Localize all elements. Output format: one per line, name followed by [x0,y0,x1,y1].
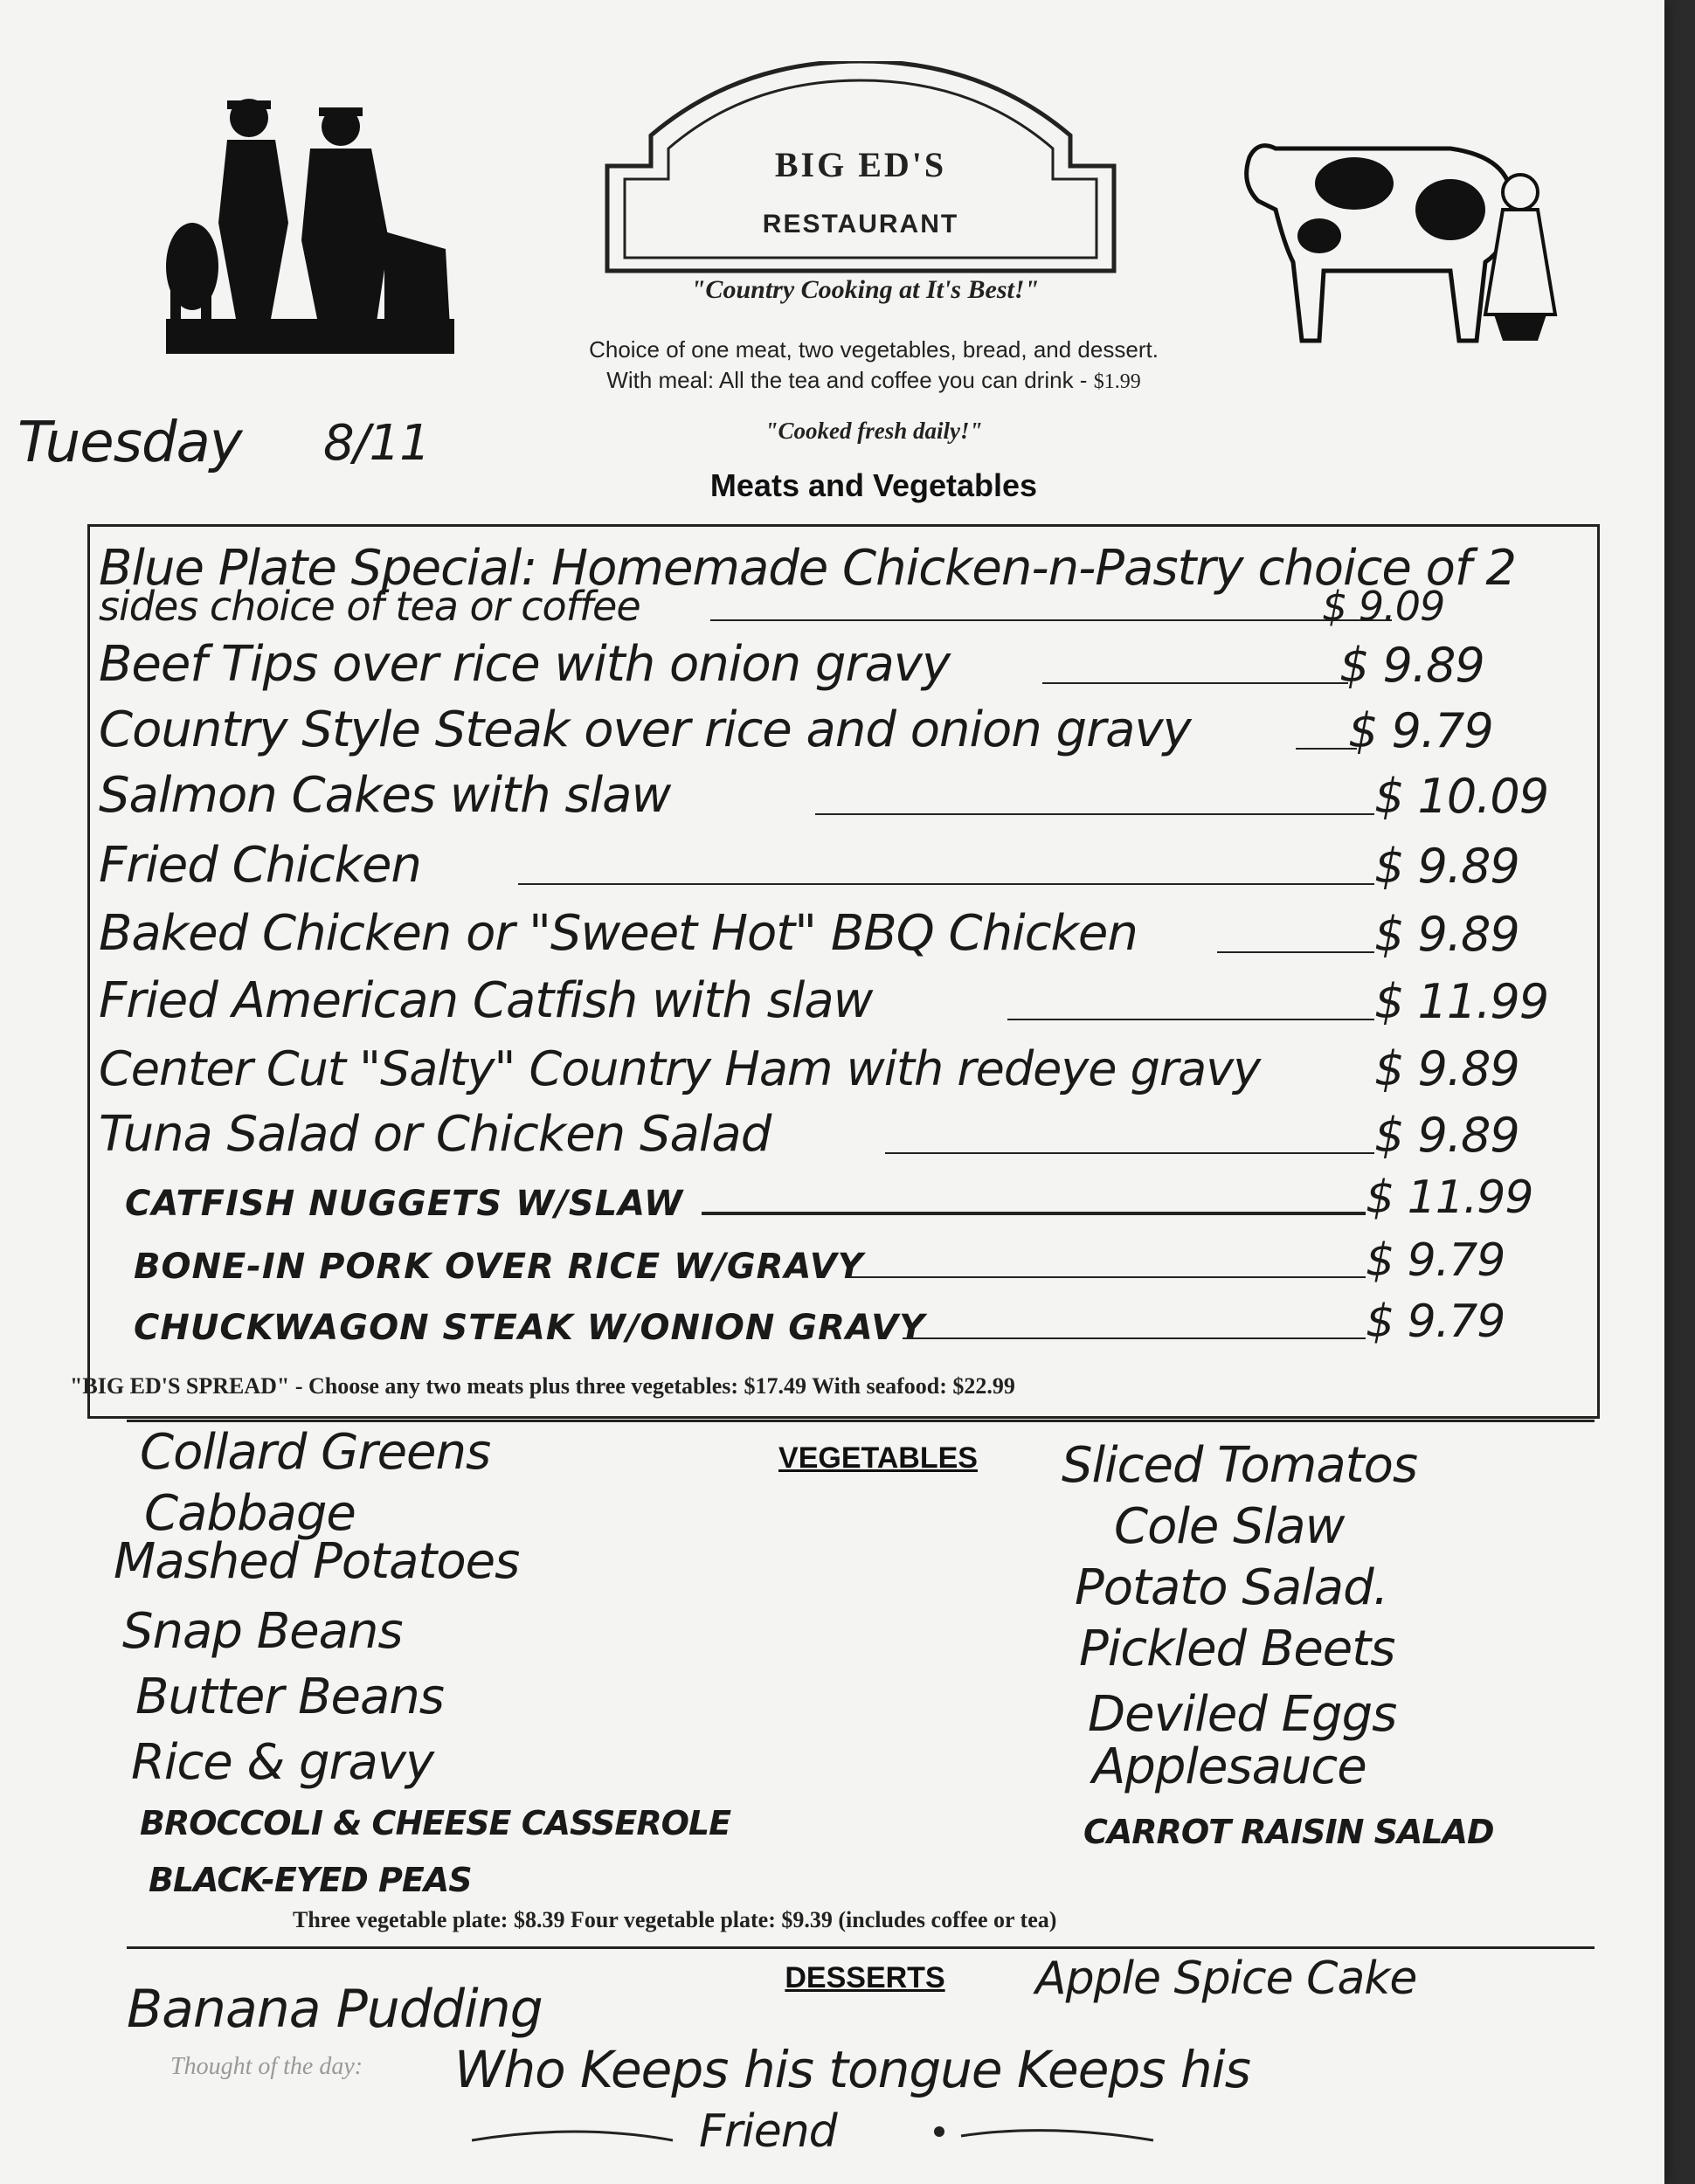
menu-date: 8/11 [323,415,430,472]
price-leader [1217,951,1374,953]
meat-name: Beef Tips over rice with onion gravy [99,636,951,693]
meat-name: Country Style Steak over rice and onion gravy [99,702,1191,758]
vegetable-item: Sliced Tomatos [1062,1437,1418,1494]
vegetable-item: Snap Beans [122,1603,403,1660]
logo-name: BIG ED'S [774,145,947,184]
vegetable-item: BROCCOLI & CHEESE CASSEROLE [140,1804,731,1842]
meat-item [99,697,1584,758]
price-leader [1042,682,1348,684]
logo-subtitle: RESTAURANT [762,210,959,238]
meat-item [99,968,1584,1029]
price-leader [1007,1019,1374,1020]
farmers-silhouette-icon [166,92,454,354]
vegetable-item: CARROT RAISIN SALAD [1083,1813,1494,1851]
vegetable-item: Collard Greens [140,1424,491,1481]
meal-info-text: With meal: All the tea and coffee you can drink - [606,367,1088,393]
thought-line-2: Friend [699,2105,837,2158]
meat-price: $ 11.99 [1366,1171,1533,1224]
meat-item [134,1226,1619,1287]
section-title: Meats and Vegetables [709,467,1038,503]
meat-name: CHUCKWAGON STEAK W/ONION GRAVY [134,1308,926,1348]
vegetable-item: BLACK-EYED PEAS [149,1861,472,1899]
meat-item [134,1287,1619,1348]
drink-price: $1.99 [1093,370,1141,393]
meats-list [87,524,1600,1419]
meat-name: Fried Chicken [99,837,421,894]
price-leader [850,1276,1366,1278]
meat-name: Blue Plate Special: Homemade Chicken-n-Pastry choice of 2 [99,540,1517,597]
meat-name: Center Cut "Salty" Country Ham with redeye gravy [99,1041,1261,1096]
meat-price: $ 9.89 [1339,638,1484,693]
meat-price: $ 9.79 [1366,1296,1505,1348]
price-leader [702,1212,1366,1215]
meat-name: Fried American Catfish with slaw [99,972,873,1029]
vegetable-plate-prices: Three vegetable plate: $8.39 Four vegetable plate: $9.39 (includes coffee or tea) [293,1907,1057,1932]
meat-name: Baked Chicken or "Sweet Hot" BBQ Chicken [99,905,1138,962]
tagline: "Country Cooking at It's Best!" [690,275,1040,304]
vegetable-item: Butter Beans [135,1669,444,1725]
desserts-title: DESSERTS [785,1961,945,1994]
vegetable-item: Deviled Eggs [1088,1686,1397,1743]
meat-name: Salmon Cakes with slaw [99,767,671,824]
vegetable-item: Cabbage [144,1485,356,1542]
cooked-fresh-note: "Cooked fresh daily!" [764,418,983,444]
meal-info-line-2 [437,367,1311,394]
thought-line-1: Who Keeps his tongue Keeps his [454,2040,1250,2099]
cow-and-milkmaid-icon [1223,114,1590,349]
meat-item [99,833,1584,894]
meat-price: $ 9.89 [1374,1108,1519,1163]
meat-name: sides choice of tea or coffee [99,583,640,630]
meat-item [125,1163,1610,1224]
meat-price: $ 9.79 [1348,703,1493,758]
meal-info-line-1: Choice of one meat, two vegetables, bread, and dessert. [589,336,1159,363]
meat-item [99,632,1584,693]
meat-price: $ 9.79 [1366,1234,1505,1287]
dessert-item: Apple Spice Cake [1035,1952,1417,2005]
dessert-item: Banana Pudding [127,1979,543,2040]
vegetable-item: Applesauce [1092,1738,1366,1795]
price-leader [815,813,1374,815]
meat-item [99,1035,1584,1096]
vegetable-item: Cole Slaw [1114,1498,1345,1555]
price-leader [885,1152,1374,1154]
meat-name: BONE-IN PORK OVER RICE W/GRAVY [134,1247,864,1287]
thought-label: Thought of the day: [170,2053,363,2080]
meat-item [99,901,1584,962]
meat-price: $ 9.89 [1374,1041,1519,1096]
meat-price: $ 9.09 [1322,583,1445,630]
price-leader [903,1337,1366,1339]
restaurant-logo [598,61,1123,280]
meat-item [99,1102,1584,1163]
price-leader [518,883,1374,885]
vegetable-item: Potato Salad. [1075,1559,1388,1616]
vegetable-item: Rice & gravy [131,1734,434,1791]
meat-price: $ 11.99 [1374,974,1549,1029]
meat-price: $ 9.89 [1374,907,1519,962]
meat-name: Tuna Salad or Chicken Salad [99,1106,771,1163]
vegetables-title: VEGETABLES [778,1441,978,1475]
vegetable-item: Pickled Beets [1079,1621,1395,1677]
meat-item [99,763,1584,824]
meat-price: $ 10.09 [1374,769,1549,824]
meat-item [99,577,1584,630]
meat-price: $ 9.89 [1374,839,1519,894]
vegetable-item: Mashed Potatoes [114,1533,520,1590]
price-leader [710,619,1392,621]
meat-name: CATFISH NUGGETS W/SLAW [125,1184,684,1224]
menu-day: Tuesday [17,411,242,475]
big-eds-spread: "BIG ED'S SPREAD" - Choose any two meats plus three vegetables: $17.49 With seafood: $22.99 [70,1373,1015,1399]
